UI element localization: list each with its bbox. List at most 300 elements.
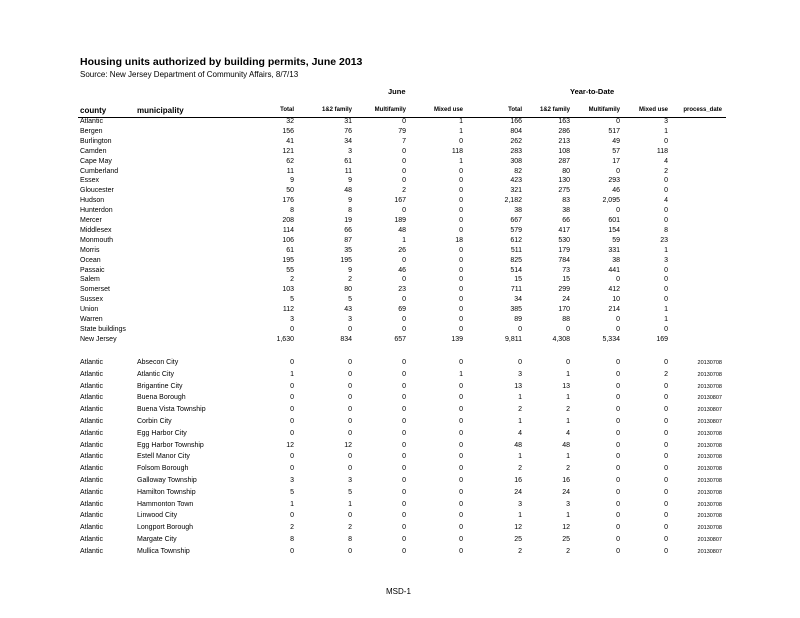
municipality-cell: Mullica Township (137, 547, 190, 555)
value-cell: 32 (286, 118, 294, 125)
value-cell: 38 (562, 207, 570, 215)
value-cell: 0 (459, 429, 463, 437)
value-cell: 0 (348, 394, 352, 402)
municipality-cell: Atlantic City (137, 370, 174, 378)
value-cell: 179 (558, 246, 570, 254)
county-cell: Atlantic (80, 359, 103, 366)
value-cell: 0 (566, 325, 570, 333)
value-cell: 195 (282, 256, 294, 264)
process-date-cell: 20130708 (697, 442, 722, 449)
value-cell: 825 (510, 256, 522, 264)
value-cell: 169 (656, 335, 668, 343)
value-cell: 0 (459, 256, 463, 264)
value-cell: 834 (340, 335, 352, 343)
value-cell: 1 (566, 394, 570, 402)
value-cell: 0 (290, 547, 294, 555)
municipality-cell: Galloway Township (137, 477, 197, 484)
value-cell: 0 (616, 547, 620, 555)
value-cell: 0 (459, 500, 463, 508)
value-cell: 579 (510, 226, 522, 234)
value-cell: 103 (282, 286, 294, 294)
value-cell: 0 (402, 453, 406, 461)
value-cell: 0 (459, 524, 463, 532)
value-cell: 0 (459, 394, 463, 402)
value-cell: 0 (459, 547, 463, 555)
value-cell: 0 (402, 465, 406, 473)
value-cell: 1 (566, 453, 570, 461)
value-cell: 9 (348, 266, 352, 274)
value-cell: 331 (608, 246, 620, 254)
value-cell: 0 (616, 536, 620, 543)
county-cell: Salem (80, 276, 100, 284)
value-cell: 2 (290, 276, 294, 284)
process-date-cell: 20130708 (697, 430, 722, 437)
value-cell: 0 (402, 296, 406, 304)
value-cell: 0 (664, 266, 668, 274)
value-cell: 0 (348, 406, 352, 414)
value-cell: 0 (459, 187, 463, 195)
value-cell: 11 (286, 167, 294, 175)
county-cell: Atlantic (80, 536, 103, 543)
value-cell: 2 (348, 524, 352, 532)
value-cell: 0 (459, 453, 463, 461)
value-cell: 8 (290, 207, 294, 215)
value-cell: 18 (455, 236, 463, 244)
value-cell: 0 (664, 512, 668, 520)
value-cell: 31 (344, 118, 352, 125)
county-cell: Atlantic (80, 394, 103, 402)
value-cell: 0 (290, 453, 294, 461)
county-cell: Burlington (80, 137, 112, 145)
value-cell: 0 (348, 382, 352, 390)
value-cell: 2 (566, 406, 570, 414)
value-cell: 1 (566, 418, 570, 425)
value-cell: 0 (459, 382, 463, 390)
value-cell: 163 (558, 118, 570, 125)
page-footer: MSD-1 (386, 587, 411, 596)
value-cell: 1 (402, 236, 406, 244)
municipality-cell: Hamilton Township (137, 488, 196, 496)
value-cell: 667 (510, 217, 522, 224)
value-cell: 2,095 (602, 197, 620, 205)
value-cell: 412 (608, 286, 620, 294)
municipality-cell: Margate City (137, 536, 177, 543)
value-cell: 156 (282, 127, 294, 135)
report-source: Source: New Jersey Department of Community Affairs, 8/7/13 (80, 70, 299, 79)
value-cell: 287 (558, 157, 570, 165)
county-cell: Atlantic (80, 547, 103, 555)
value-cell: 286 (558, 127, 570, 135)
value-cell: 0 (664, 359, 668, 366)
value-cell: 1 (518, 418, 522, 425)
county-cell: Morris (80, 246, 100, 254)
county-cell: Atlantic (80, 441, 103, 449)
value-cell: 0 (459, 207, 463, 215)
county-cell: Atlantic (80, 453, 103, 461)
value-cell: 13 (562, 382, 570, 390)
value-cell: 66 (562, 217, 570, 224)
value-cell: 5,334 (602, 335, 620, 343)
value-cell: 0 (616, 500, 620, 508)
county-cell: Sussex (80, 296, 103, 304)
value-cell: 299 (558, 286, 570, 294)
value-cell: 5 (290, 488, 294, 496)
value-cell: 0 (459, 359, 463, 366)
value-cell: 3 (664, 256, 668, 264)
column-header: Mixed use (433, 107, 463, 113)
value-cell: 2 (566, 465, 570, 473)
value-cell: 5 (348, 488, 352, 496)
value-cell: 59 (612, 236, 620, 244)
value-cell: 0 (402, 512, 406, 520)
value-cell: 0 (290, 465, 294, 473)
value-cell: 34 (344, 137, 352, 145)
value-cell: 0 (616, 370, 620, 378)
value-cell: 1 (518, 453, 522, 461)
value-cell: 41 (286, 137, 294, 145)
value-cell: 88 (562, 316, 570, 323)
value-cell: 214 (608, 306, 620, 314)
value-cell: 38 (612, 256, 620, 264)
municipality-cell: Buena Borough (137, 394, 186, 402)
value-cell: 1 (459, 127, 463, 135)
process-date-cell: 20130807 (697, 407, 722, 414)
value-cell: 8 (664, 226, 668, 234)
county-cell: Passaic (80, 266, 105, 274)
value-cell: 0 (616, 512, 620, 520)
county-cell: Atlantic (80, 512, 103, 520)
value-cell: 118 (451, 147, 463, 155)
value-cell: 0 (402, 406, 406, 414)
value-cell: 50 (286, 187, 294, 195)
value-cell: 79 (398, 127, 406, 135)
value-cell: 3 (290, 477, 294, 484)
value-cell: 0 (616, 325, 620, 333)
value-cell: 0 (664, 217, 668, 224)
value-cell: 15 (562, 276, 570, 284)
value-cell: 0 (459, 266, 463, 274)
value-cell: 38 (514, 207, 522, 215)
column-header: process_date (683, 107, 722, 113)
value-cell: 0 (616, 359, 620, 366)
value-cell: 0 (348, 359, 352, 366)
value-cell: 213 (558, 137, 570, 145)
value-cell: 0 (348, 465, 352, 473)
value-cell: 106 (282, 236, 294, 244)
value-cell: 3 (348, 477, 352, 484)
value-cell: 2 (402, 187, 406, 195)
value-cell: 9,811 (505, 335, 522, 343)
value-cell: 0 (664, 453, 668, 461)
municipality-cell: Brigantine City (137, 382, 183, 390)
value-cell: 0 (664, 296, 668, 304)
county-cell: Monmouth (80, 236, 114, 244)
value-cell: 0 (459, 296, 463, 304)
value-cell: 0 (664, 207, 668, 215)
value-cell: 530 (558, 236, 570, 244)
value-cell: 283 (510, 147, 522, 155)
value-cell: 0 (290, 394, 294, 402)
process-date-cell: 20130708 (697, 383, 722, 390)
value-cell: 154 (608, 226, 620, 234)
value-cell: 0 (459, 167, 463, 175)
county-cell: Atlantic (80, 406, 103, 414)
county-cell: Atlantic (80, 477, 103, 484)
group-header-june: June (388, 87, 406, 96)
value-cell: 24 (514, 488, 522, 496)
value-cell: 25 (514, 536, 522, 543)
report-title: Housing units authorized by building permits, June 2013 (80, 56, 363, 68)
process-date-cell: 20130708 (697, 371, 722, 378)
value-cell: 19 (344, 217, 352, 224)
column-header: Total (508, 107, 522, 113)
value-cell: 423 (510, 177, 522, 185)
value-cell: 73 (562, 266, 570, 274)
value-cell: 0 (664, 524, 668, 532)
value-cell: 3 (290, 316, 294, 323)
value-cell: 0 (290, 418, 294, 425)
value-cell: 23 (660, 236, 668, 244)
value-cell: 1 (566, 512, 570, 520)
value-cell: 0 (616, 488, 620, 496)
value-cell: 0 (402, 118, 406, 125)
value-cell: 0 (664, 477, 668, 484)
value-cell: 8 (348, 536, 352, 543)
value-cell: 1 (664, 316, 668, 323)
column-header: 1&2 family (321, 107, 352, 113)
value-cell: 0 (616, 276, 620, 284)
value-cell: 0 (402, 316, 406, 323)
value-cell: 16 (562, 477, 570, 484)
value-cell: 3 (348, 316, 352, 323)
municipality-cell: Absecon City (137, 359, 179, 366)
value-cell: 15 (514, 276, 522, 284)
value-cell: 0 (348, 453, 352, 461)
value-cell: 0 (348, 370, 352, 378)
value-cell: 43 (344, 306, 352, 314)
value-cell: 2 (664, 167, 668, 175)
value-cell: 0 (290, 429, 294, 437)
value-cell: 8 (348, 207, 352, 215)
value-cell: 0 (616, 316, 620, 323)
value-cell: 0 (664, 441, 668, 449)
value-cell: 1 (518, 512, 522, 520)
value-cell: 114 (282, 226, 294, 234)
process-date-cell: 20130807 (697, 395, 722, 402)
value-cell: 517 (608, 127, 620, 135)
county-cell: Atlantic (80, 488, 103, 496)
value-cell: 0 (459, 177, 463, 185)
value-cell: 514 (510, 266, 522, 274)
value-cell: 0 (402, 157, 406, 165)
column-header: 1&2 family (539, 107, 570, 113)
value-cell: 0 (402, 325, 406, 333)
value-cell: 0 (402, 488, 406, 496)
county-cell: Hudson (80, 197, 105, 205)
value-cell: 195 (340, 256, 352, 264)
value-cell: 0 (402, 147, 406, 155)
value-cell: 170 (558, 306, 570, 314)
value-cell: 12 (514, 524, 522, 532)
value-cell: 9 (348, 197, 352, 205)
value-cell: 57 (612, 147, 620, 155)
value-cell: 2 (664, 370, 668, 378)
value-cell: 0 (616, 394, 620, 402)
value-cell: 10 (612, 296, 620, 304)
value-cell: 25 (562, 536, 570, 543)
value-cell: 0 (664, 276, 668, 284)
value-cell: 0 (459, 246, 463, 254)
value-cell: 0 (664, 394, 668, 402)
value-cell: 0 (616, 441, 620, 449)
value-cell: 0 (664, 382, 668, 390)
value-cell: 13 (514, 382, 522, 390)
value-cell: 0 (459, 406, 463, 414)
value-cell: 23 (398, 286, 406, 294)
value-cell: 121 (282, 147, 294, 155)
value-cell: 0 (402, 382, 406, 390)
column-header: Multifamily (588, 107, 620, 113)
process-date-cell: 20130708 (697, 501, 722, 508)
county-cell: Mercer (80, 217, 102, 224)
value-cell: 5 (290, 296, 294, 304)
value-cell: 1 (664, 127, 668, 135)
column-header: Multifamily (374, 107, 406, 113)
value-cell: 601 (608, 217, 620, 224)
value-cell: 0 (402, 167, 406, 175)
value-cell: 24 (562, 488, 570, 496)
county-cell: Atlantic (80, 524, 103, 532)
value-cell: 0 (616, 429, 620, 437)
value-cell: 0 (459, 418, 463, 425)
process-date-cell: 20130708 (697, 489, 722, 496)
value-cell: 48 (344, 187, 352, 195)
value-cell: 4 (664, 197, 668, 205)
value-cell: 0 (459, 465, 463, 473)
value-cell: 0 (348, 547, 352, 555)
value-cell: 0 (459, 512, 463, 520)
county-cell: Atlantic (80, 465, 103, 473)
value-cell: 1 (566, 370, 570, 378)
value-cell: 2 (518, 465, 522, 473)
value-cell: 0 (459, 536, 463, 543)
process-date-cell: 20130807 (697, 419, 722, 425)
value-cell: 1 (348, 500, 352, 508)
value-cell: 0 (664, 488, 668, 496)
value-cell: 26 (398, 246, 406, 254)
value-cell: 0 (664, 429, 668, 437)
value-cell: 1 (459, 370, 463, 378)
value-cell: 2,182 (504, 197, 522, 205)
value-cell: 12 (286, 441, 294, 449)
value-cell: 0 (459, 226, 463, 234)
value-cell: 166 (510, 118, 522, 125)
value-cell: 321 (510, 187, 522, 195)
value-cell: 2 (518, 406, 522, 414)
value-cell: 24 (562, 296, 570, 304)
group-header-ytd: Year-to-Date (570, 87, 615, 96)
county-cell: Atlantic (80, 418, 103, 425)
county-cell: Warren (80, 316, 103, 323)
value-cell: 262 (510, 137, 522, 145)
county-cell: New Jersey (80, 335, 117, 343)
value-cell: 9 (290, 177, 294, 185)
value-cell: 11 (344, 167, 352, 175)
value-cell: 34 (514, 296, 522, 304)
municipality-cell: Hammonton Town (137, 500, 194, 508)
value-cell: 82 (514, 167, 522, 175)
process-date-cell: 20130708 (697, 525, 722, 532)
value-cell: 0 (290, 359, 294, 366)
value-cell: 0 (616, 477, 620, 484)
column-header: municipality (137, 106, 184, 115)
value-cell: 804 (510, 127, 522, 135)
value-cell: 1 (459, 118, 463, 125)
process-date-cell: 20130708 (697, 478, 722, 484)
value-cell: 87 (344, 236, 352, 244)
value-cell: 0 (402, 418, 406, 425)
value-cell: 208 (282, 217, 294, 224)
county-cell: Hunterdon (80, 207, 113, 215)
county-cell: Gloucester (80, 187, 114, 195)
value-cell: 49 (612, 137, 620, 145)
value-cell: 0 (402, 547, 406, 555)
value-cell: 0 (459, 197, 463, 205)
value-cell: 308 (510, 157, 522, 165)
value-cell: 0 (402, 359, 406, 366)
value-cell: 0 (664, 465, 668, 473)
county-cell: Atlantic (80, 429, 103, 437)
value-cell: 89 (514, 316, 522, 323)
column-header: county (80, 106, 107, 115)
column-header: Total (280, 107, 294, 113)
municipality-cell: Corbin City (137, 418, 172, 425)
value-cell: 12 (344, 441, 352, 449)
value-cell: 293 (608, 177, 620, 185)
value-cell: 511 (510, 246, 522, 254)
value-cell: 83 (562, 197, 570, 205)
county-cell: State buildings (80, 325, 126, 333)
value-cell: 1 (518, 394, 522, 402)
value-cell: 3 (518, 370, 522, 378)
value-cell: 48 (398, 226, 406, 234)
value-cell: 112 (282, 306, 294, 314)
value-cell: 1 (459, 157, 463, 165)
value-cell: 0 (664, 177, 668, 185)
value-cell: 0 (402, 177, 406, 185)
municipality-cell: Egg Harbor City (137, 429, 187, 437)
value-cell: 55 (286, 266, 294, 274)
value-cell: 0 (566, 359, 570, 366)
value-cell: 176 (282, 197, 294, 205)
value-cell: 3 (566, 500, 570, 508)
county-cell: Atlantic (80, 500, 103, 508)
value-cell: 0 (402, 524, 406, 532)
value-cell: 0 (459, 488, 463, 496)
value-cell: 0 (616, 118, 620, 125)
value-cell: 118 (656, 147, 668, 155)
process-date-cell: 20130708 (697, 360, 722, 366)
value-cell: 441 (608, 266, 620, 274)
municipality-cell: Longport Borough (137, 524, 194, 532)
municipality-cell: Buena Vista Township (137, 406, 206, 414)
value-cell: 12 (562, 524, 570, 532)
value-cell: 0 (664, 137, 668, 145)
value-cell: 0 (402, 500, 406, 508)
value-cell: 61 (286, 246, 294, 254)
municipality-cell: Folsom Borough (137, 465, 189, 473)
value-cell: 784 (558, 256, 570, 264)
